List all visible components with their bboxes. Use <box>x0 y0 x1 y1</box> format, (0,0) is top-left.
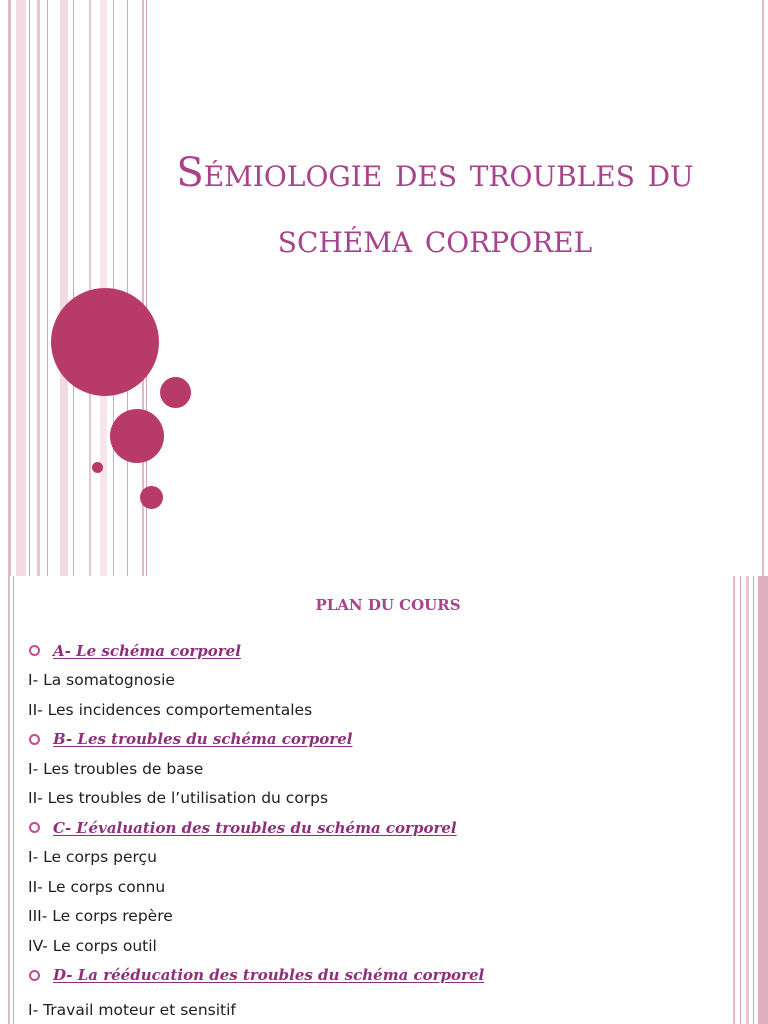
section-c <box>28 813 718 843</box>
plan-title: PLAN DU COURS <box>315 596 461 614</box>
decor-line <box>29 0 30 576</box>
decor-line <box>746 576 749 1024</box>
section-label: B- Les troubles du schéma corporel <box>53 730 353 749</box>
section-a <box>28 636 718 666</box>
bullet-circle-icon <box>29 822 40 833</box>
bullet-circle-icon <box>29 970 40 981</box>
list-item: III- Le corps repère <box>28 907 173 926</box>
section-b <box>28 725 718 755</box>
decor-line <box>733 576 735 1024</box>
decor-line <box>753 576 754 1024</box>
decor-line <box>8 0 11 576</box>
section-label: C- L’évaluation des troubles du schéma corporel <box>53 818 457 837</box>
decor-line <box>127 0 128 576</box>
decor-line <box>89 0 91 576</box>
list-item: II- Les troubles de l’utilisation du corps <box>28 789 329 808</box>
list-item: I- Le corps perçu <box>28 848 157 867</box>
list-item: I- Les troubles de base <box>28 759 204 778</box>
decor-line <box>13 576 14 1024</box>
decor-line <box>762 0 764 576</box>
decor-circle-tiny <box>92 462 103 473</box>
decor-line <box>758 576 768 1024</box>
decor-circle-large <box>51 288 159 396</box>
decor-line <box>60 0 68 576</box>
list-item: II- Les incidences comportementales <box>28 700 313 719</box>
list-item: I- Travail moteur et sensitif <box>28 1000 236 1019</box>
bullet-circle-icon <box>29 645 40 656</box>
section-d <box>28 961 718 991</box>
list-item: II- Le corps connu <box>28 877 166 896</box>
plan-slide <box>0 576 768 1024</box>
section-label: D- La rééducation des troubles du schéma corporel <box>53 966 485 985</box>
decor-line <box>740 576 741 1024</box>
decor-circle-medium <box>110 409 164 463</box>
decor-line <box>47 0 48 576</box>
decor-line <box>8 576 10 1024</box>
plan-list <box>28 636 718 1024</box>
bullet-circle-icon <box>29 734 40 745</box>
decor-line <box>37 0 40 576</box>
decor-circle-small <box>140 486 163 509</box>
slide-title: Sémiologie des troubles du schéma corporel <box>176 150 694 262</box>
decor-circle-small <box>160 377 191 408</box>
list-item: I- La somatognosie <box>28 671 175 690</box>
list-item: IV- Le corps outil <box>28 936 157 955</box>
section-label: A- Le schéma corporel <box>53 641 241 660</box>
decor-line <box>16 0 26 576</box>
decor-line <box>73 0 74 576</box>
